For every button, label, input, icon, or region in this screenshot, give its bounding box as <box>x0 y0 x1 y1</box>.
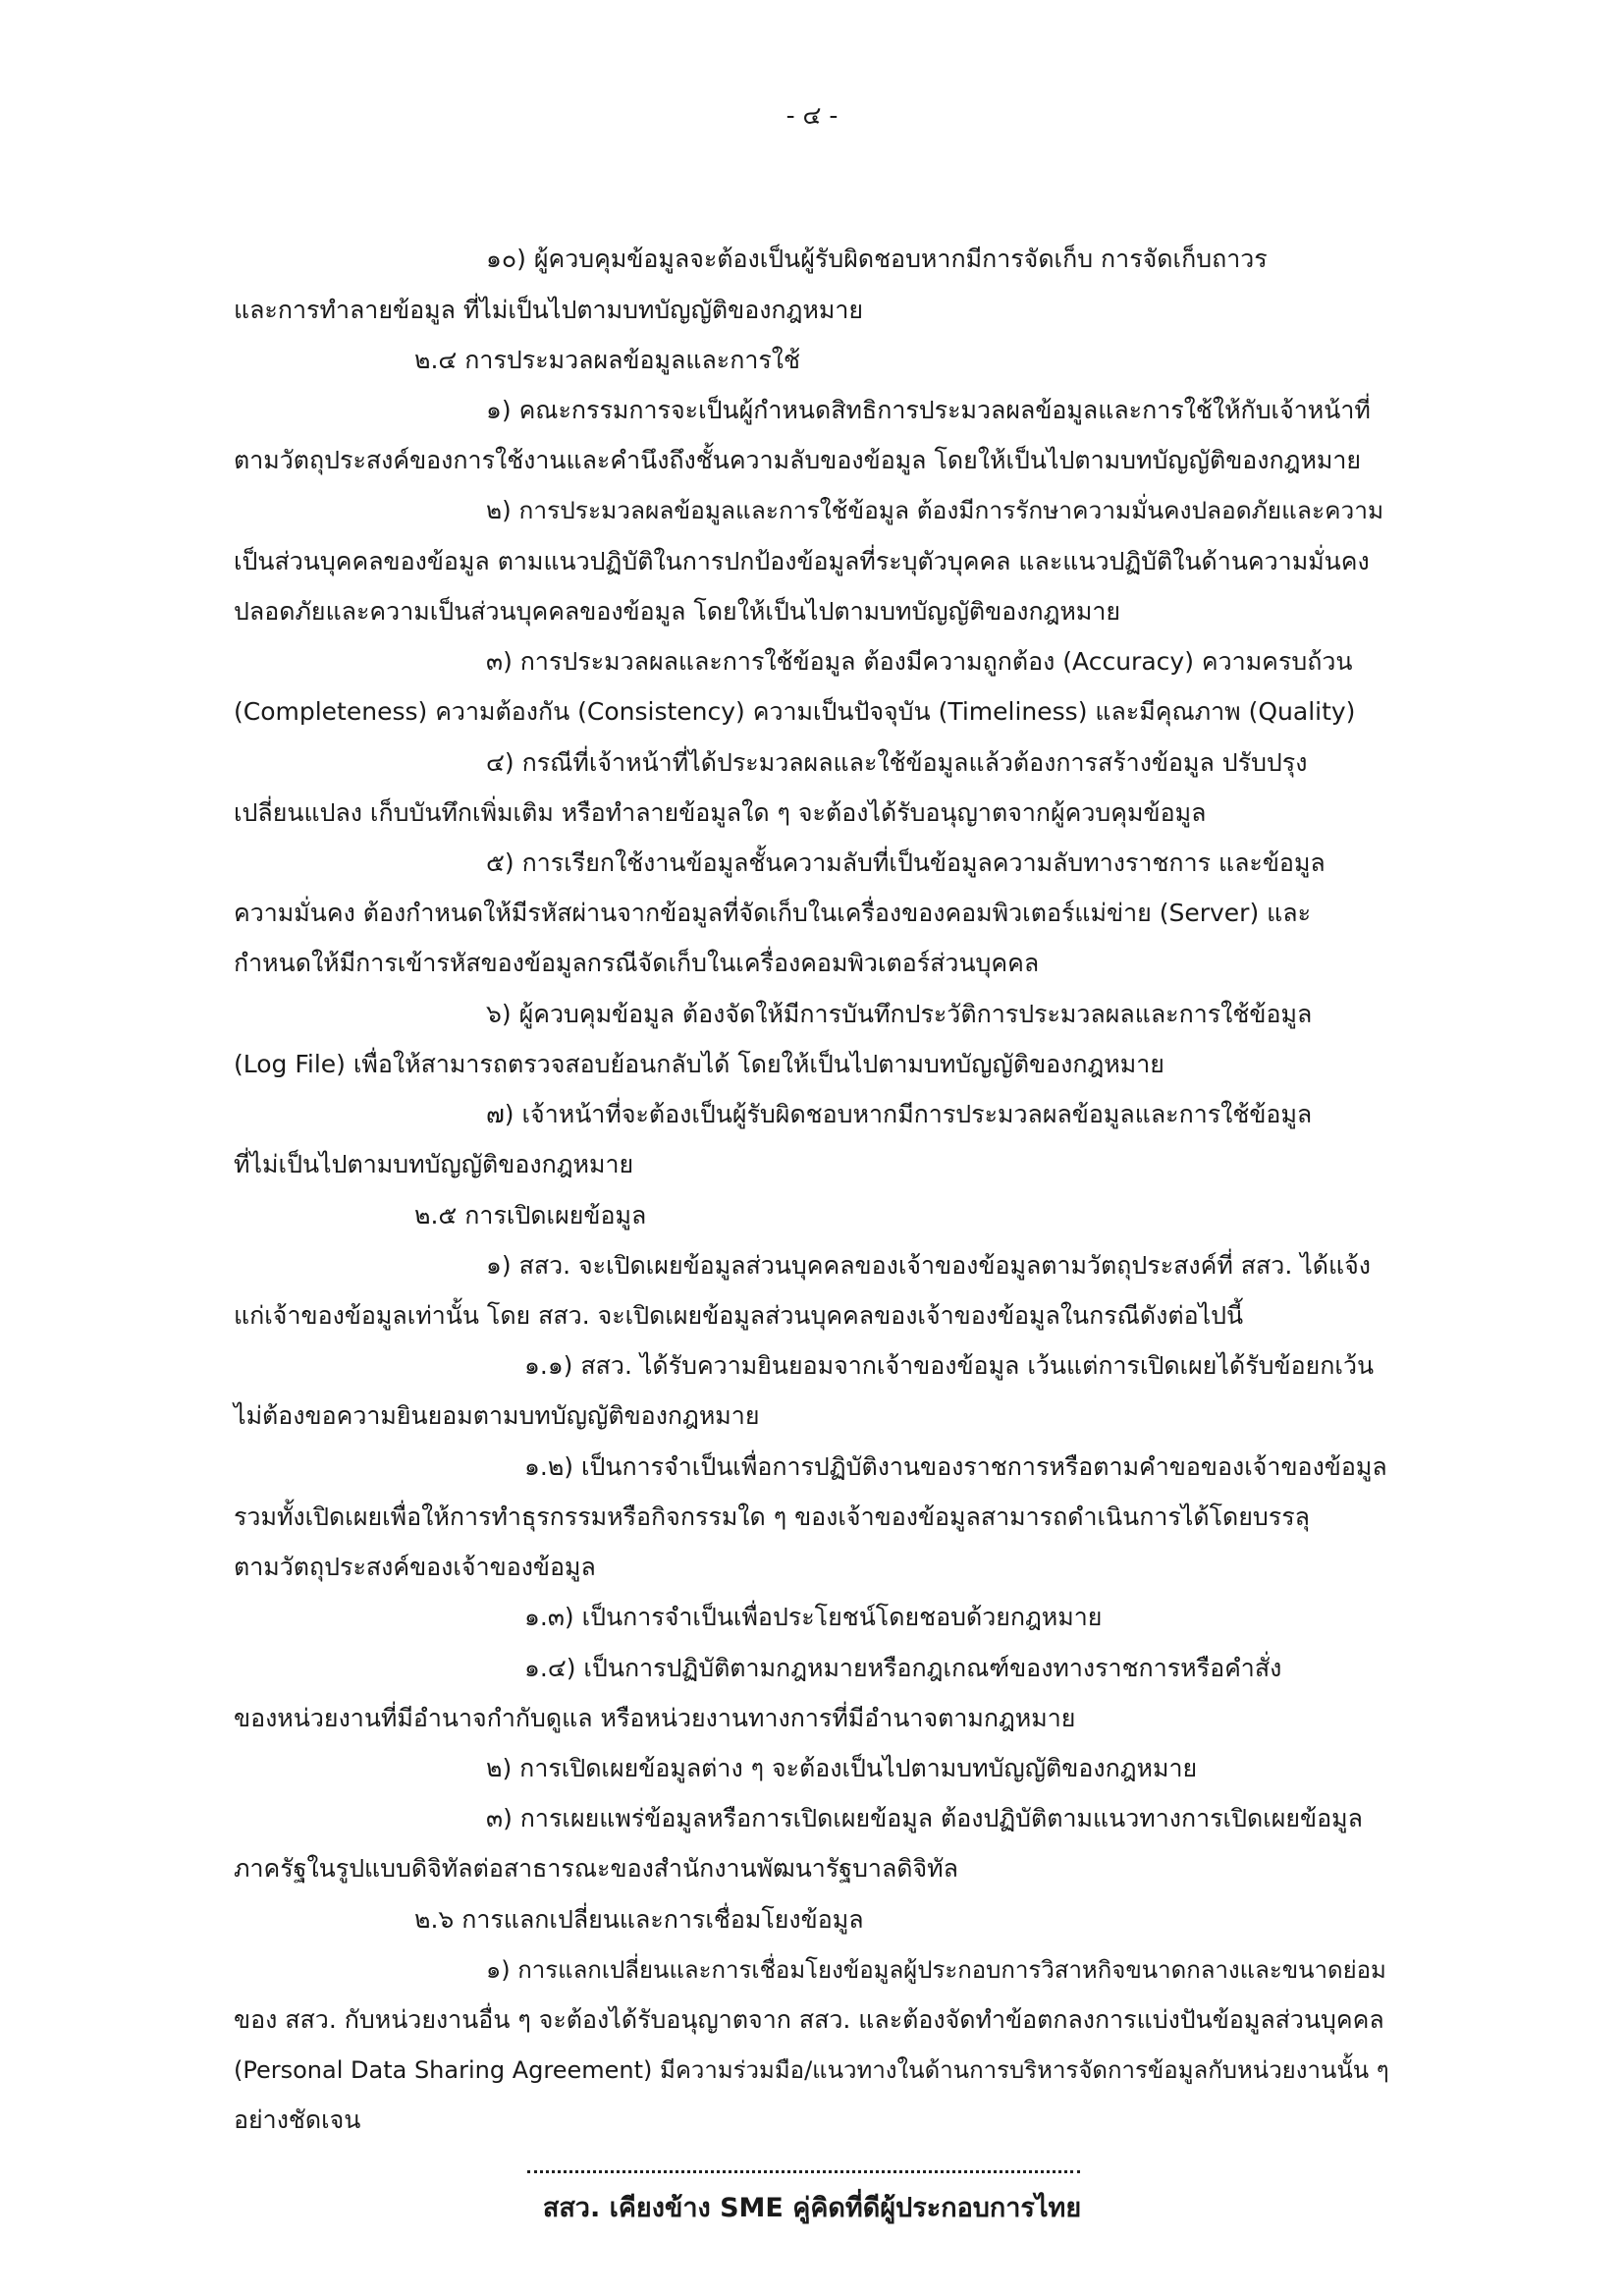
paragraph-line: ๑) การแลกเปลี่ยนและการเชื่อมโยงข้อมูลผู้ประกอบการวิสาหกิจขนาดกลางและขนาดย่อม <box>486 1956 1386 1984</box>
paragraph-line: ๒) การเปิดเผยข้อมูลต่าง ๆ จะต้องเป็นไปตามบทบัญญัติของกฎหมาย <box>486 1754 1198 1782</box>
footer-divider <box>527 2170 1080 2173</box>
paragraph-line: ๑) สสว. จะเปิดเผยข้อมูลส่วนบุคคลของเจ้าของข้อมูลตามวัตถุประสงค์ที่ สสว. ได้แจ้ง <box>486 1251 1372 1280</box>
paragraph-line: (Completeness) ความต้องกัน (Consistency) ความเป็นปัจจุบัน (Timeliness) และมีคุณภาพ (Quality) <box>234 697 1356 726</box>
section-heading: ๒.๕ การเปิดเผยข้อมูล <box>414 1201 647 1230</box>
page-number: - ๔ - <box>785 101 839 130</box>
paragraph-line: ตามวัตถุประสงค์ของการใช้งานและคำนึงถึงชั้นความลับของข้อมูล โดยให้เป็นไปตามบทบัญญัติของกฎหมาย <box>234 446 1362 474</box>
paragraph-line: ๖) ผู้ควบคุมข้อมูล ต้องจัดให้มีการบันทึกประวัติการประมวลผลและการใช้ข้อมูล <box>486 1000 1313 1028</box>
paragraph-line: กำหนดให้มีการเข้ารหัสของข้อมูลกรณีจัดเก็บในเครื่องคอมพิวเตอร์ส่วนบุคคล <box>234 949 1040 977</box>
paragraph-line: ๑.๑) สสว. ได้รับความยินยอมจากเจ้าของข้อมูล เว้นแต่การเปิดเผยได้รับข้อยกเว้น <box>524 1351 1375 1380</box>
footer-slogan: สสว. เคียงข้าง SME คู่คิดที่ดีผู้ประกอบการไทย <box>542 2193 1082 2223</box>
paragraph-line: ที่ไม่เป็นไปตามบทบัญญัติของกฎหมาย <box>234 1150 634 1178</box>
section-heading: ๒.๔ การประมวลผลข้อมูลและการใช้ <box>414 346 800 374</box>
paragraph-line: ๗) เจ้าหน้าที่จะต้องเป็นผู้รับผิดชอบหากมีการประมวลผลข้อมูลและการใช้ข้อมูล <box>486 1100 1313 1128</box>
paragraph-line: ๓) การเผยแพร่ข้อมูลหรือการเปิดเผยข้อมูล ต้องปฏิบัติตามแนวทางการเปิดเผยข้อมูล <box>486 1804 1363 1832</box>
paragraph-line: ๕) การเรียกใช้งานข้อมูลชั้นความลับที่เป็นข้อมูลความลับทางราชการ และข้อมูล <box>486 848 1326 877</box>
paragraph-line: แก่เจ้าของข้อมูลเท่านั้น โดย สสว. จะเปิดเผยข้อมูลส่วนบุคคลของเจ้าของข้อมูลในกรณีดังต่อไปนี้ <box>234 1301 1244 1330</box>
paragraph-line: (Personal Data Sharing Agreement) มีความร่วมมือ/แนวทางในด้านการบริหารจัดการข้อมูลกับหน่วยงานนั้น ๆ <box>234 2056 1389 2084</box>
paragraph-line: และการทำลายข้อมูล ที่ไม่เป็นไปตามบทบัญญัติของกฎหมาย <box>234 296 864 324</box>
paragraph-line: (Log File) เพื่อให้สามารถตรวจสอบย้อนกลับได้ โดยให้เป็นไปตามบทบัญญัติของกฎหมาย <box>234 1050 1164 1078</box>
paragraph-line: เปลี่ยนแปลง เก็บบันทึกเพิ่มเติม หรือทำลายข้อมูลใด ๆ จะต้องได้รับอนุญาตจากผู้ควบคุมข้อมูล <box>234 798 1207 827</box>
paragraph-line: อย่างชัดเจน <box>234 2105 361 2134</box>
paragraph-line: ความมั่นคง ต้องกำหนดให้มีรหัสผ่านจากข้อมูลที่จัดเก็บในเครื่องของคอมพิวเตอร์แม่ข่าย (Server) และ <box>234 899 1312 927</box>
paragraph-line: ๑.๓) เป็นการจำเป็นเพื่อประโยชน์โดยชอบด้วยกฎหมาย <box>524 1603 1103 1631</box>
paragraph-line: ไม่ต้องขอความยินยอมตามบทบัญญัติของกฎหมาย <box>234 1401 760 1430</box>
paragraph-line: ภาครัฐในรูปแบบดิจิทัลต่อสาธารณะของสำนักงานพัฒนารัฐบาลดิจิทัล <box>234 1854 958 1883</box>
section-heading: ๒.๖ การแลกเปลี่ยนและการเชื่อมโยงข้อมูล <box>414 1905 864 1934</box>
paragraph-line: ๑.๔) เป็นการปฏิบัติตามกฎหมายหรือกฎเกณฑ์ของทางราชการหรือคำสั่ง <box>524 1654 1282 1682</box>
paragraph-line: ตามวัตถุประสงค์ของเจ้าของข้อมูล <box>234 1553 596 1581</box>
paragraph-line: ของ สสว. กับหน่วยงานอื่น ๆ จะต้องได้รับอนุญาตจาก สสว. และต้องจัดทำข้อตกลงการแบ่งปันข้อมูลส่วนบุคคล <box>234 2005 1384 2034</box>
paragraph-line: ปลอดภัยและความเป็นส่วนบุคคลของข้อมูล โดยให้เป็นไปตามบทบัญญัติของกฎหมาย <box>234 597 1121 626</box>
paragraph-line: ๑.๒) เป็นการจำเป็นเพื่อการปฏิบัติงานของราชการหรือตามคำขอของเจ้าของข้อมูล <box>524 1452 1387 1481</box>
paragraph-line: รวมทั้งเปิดเผยเพื่อให้การทำธุรกรรมหรือกิจกรรมใด ๆ ของเจ้าของข้อมูลสามารถดำเนินการได้โดยบรรลุ <box>234 1503 1310 1531</box>
paragraph-line: ของหน่วยงานที่มีอำนาจกำกับดูแล หรือหน่วยงานทางการที่มีอำนาจตามกฎหมาย <box>234 1704 1076 1732</box>
paragraph-line: ๓) การประมวลผลและการใช้ข้อมูล ต้องมีความถูกต้อง (Accuracy) ความครบถ้วน <box>486 647 1353 676</box>
paragraph-line: เป็นส่วนบุคคลของข้อมูล ตามแนวปฏิบัติในการปกป้องข้อมูลที่ระบุตัวบุคคล และแนวปฏิบัติในด้านความมั่นคง <box>234 547 1370 575</box>
paragraph-line: ๒) การประมวลผลข้อมูลและการใช้ข้อมูล ต้องมีการรักษาความมั่นคงปลอดภัยและความ <box>486 496 1384 524</box>
paragraph-line: ๔) กรณีที่เจ้าหน้าที่ได้ประมวลผลและใช้ข้อมูลแล้วต้องการสร้างข้อมูล ปรับปรุง <box>486 748 1308 777</box>
paragraph-line: ๑๐) ผู้ควบคุมข้อมูลจะต้องเป็นผู้รับผิดชอบหากมีการจัดเก็บ การจัดเก็บถาวร <box>486 245 1268 273</box>
paragraph-line: ๑) คณะกรรมการจะเป็นผู้กำหนดสิทธิการประมวลผลข้อมูลและการใช้ให้กับเจ้าหน้าที่ <box>486 396 1371 424</box>
